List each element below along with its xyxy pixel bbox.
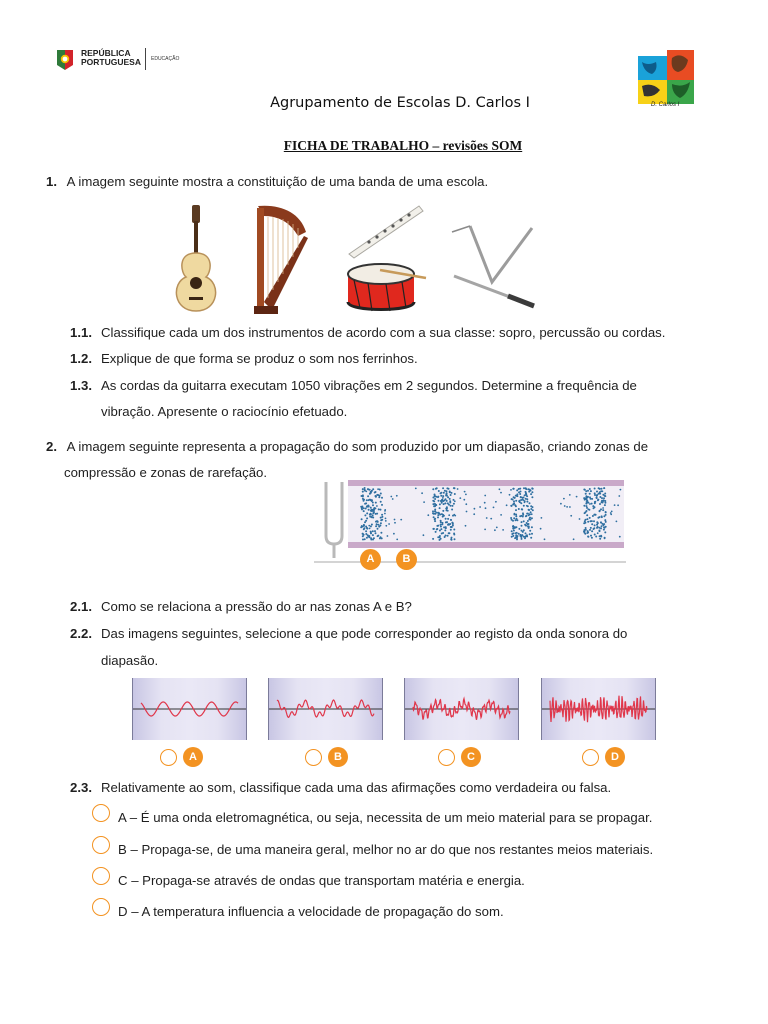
q2-2-text-line2: diapasão. [101, 653, 159, 668]
wave-option-b-label: B [328, 747, 348, 767]
q2-1-number: 2.1. [70, 599, 92, 614]
q2-text-line2: compressão e zonas de rarefação. [64, 465, 268, 480]
q1-1-text: Classifique cada um dos instrumentos de acordo com a sua classe: sopro, percussão ou cordas. [101, 325, 666, 340]
wave-option-c-radio[interactable] [438, 749, 455, 766]
statement-c-text: C – Propaga-se através de ondas que transportam matéria e energia. [118, 873, 525, 888]
q2-text-line1: A imagem seguinte representa a propagação do som produzido por um diapasão, criando zonas de [66, 439, 649, 454]
wave-option-a-label: A [183, 747, 203, 767]
waveform-panel-d [541, 678, 656, 740]
gov-logo-sub: EDUCAÇÃO [151, 56, 180, 62]
waveform-panel-b [268, 678, 383, 740]
statement-b-radio[interactable] [92, 836, 110, 854]
flute-image [345, 200, 425, 260]
q1-1-number: 1.1. [70, 325, 92, 340]
wave-option-d-label: D [605, 747, 625, 767]
waveform-panel-a [132, 678, 247, 740]
q1-2-text: Explique de que forma se produz o som nos ferrinhos. [101, 351, 418, 366]
q2-2-number: 2.2. [70, 626, 92, 641]
tuning-fork-icon [326, 482, 342, 558]
q2-number: 2. [46, 439, 57, 454]
guitar-image [165, 203, 227, 315]
wave-option-c-label: C [461, 747, 481, 767]
q1-2-number: 1.2. [70, 351, 92, 366]
q2-3-text: Relativamente ao som, classifique cada uma das afirmações como verdadeira ou falsa. [101, 780, 612, 795]
statement-b-text: B – Propaga-se, de uma maneira geral, melhor no ar do que nos restantes meios materiais. [118, 842, 654, 857]
triangle-image [448, 220, 538, 314]
q1-text: A imagem seguinte mostra a constituição de uma banda de uma escola. [66, 174, 489, 189]
statement-d-radio[interactable] [92, 898, 110, 916]
zone-a-label: A [360, 549, 381, 570]
q2-2-text-line1: Das imagens seguintes, selecione a que pode corresponder ao registo da onda sonora do [101, 626, 628, 641]
gov-logo-line1: REPÚBLICA [81, 48, 131, 58]
portugal-flag-icon [54, 48, 76, 72]
q1-3-text-line1: As cordas da guitarra executam 1050 vibrações em 2 segundos. Determine a frequência de [101, 378, 637, 393]
wave-option-b-radio[interactable] [305, 749, 322, 766]
wave-option-d-radio[interactable] [582, 749, 599, 766]
q1-3-number: 1.3. [70, 378, 92, 393]
statement-c-radio[interactable] [92, 867, 110, 885]
worksheet-title: FICHA DE TRABALHO – revisões SOM [283, 138, 523, 153]
school-name: Agrupamento de Escolas D. Carlos I [270, 95, 530, 111]
q1-3-text-line2: vibração. Apresente o raciocínio efetuado. [101, 404, 348, 419]
statement-a-radio[interactable] [92, 804, 110, 822]
wave-option-a-radio[interactable] [160, 749, 177, 766]
q1-number: 1. [46, 174, 57, 189]
q2-3-number: 2.3. [70, 780, 92, 795]
statement-d-text: D – A temperatura influencia a velocidade de propagação do som. [118, 904, 504, 919]
school-logo-text: D. Carlos I [651, 102, 680, 108]
drum-image [340, 258, 430, 316]
harp-image [250, 202, 312, 316]
statement-a-text: A – É uma onda eletromagnética, ou seja, necessita de um meio material para se propagar. [118, 810, 653, 825]
gov-logo-line2: PORTUGUESA [81, 57, 141, 67]
waveform-panel-c [404, 678, 519, 740]
q2-1-text: Como se relaciona a pressão do ar nas zonas A e B? [101, 599, 412, 614]
government-logo [54, 47, 189, 73]
zone-b-label: B [396, 549, 417, 570]
